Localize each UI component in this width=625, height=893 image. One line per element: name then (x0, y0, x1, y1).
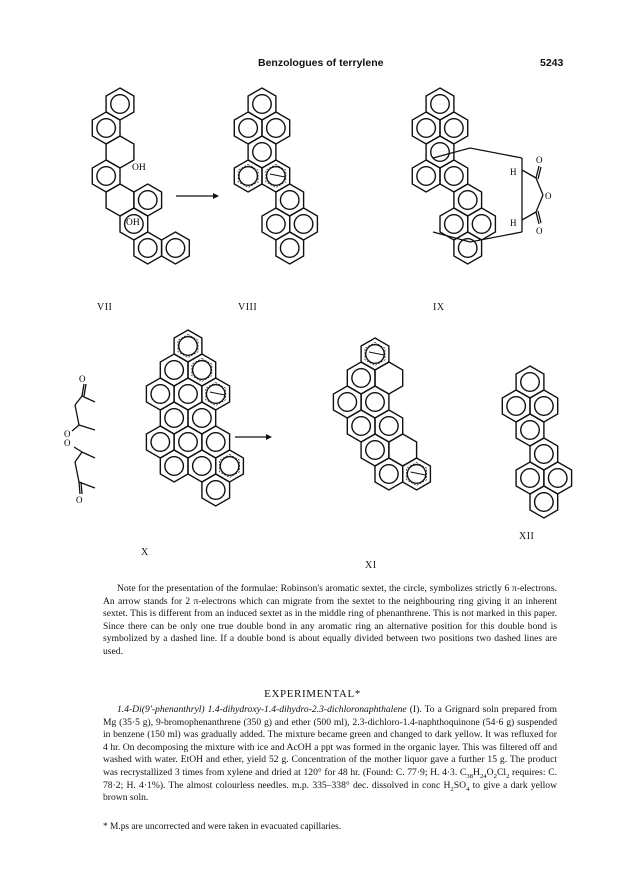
aromatic-sextet-circle (253, 95, 272, 114)
aromatic-sextet-circle (472, 215, 491, 234)
aromatic-sextet-circle (151, 385, 170, 404)
page-number: 5243 (540, 57, 564, 69)
aromatic-sextet-circle (280, 239, 299, 258)
aromatic-sextet-circle (267, 215, 286, 234)
procedure-text-4: to give a dark yellow brown soln. (103, 779, 557, 804)
aromatic-sextet-circle (220, 457, 239, 476)
aromatic-sextet-circle (165, 409, 184, 428)
label-viii: VIII (238, 302, 258, 313)
o-x4-label: O (76, 495, 83, 505)
aromatic-sextet-circle (179, 337, 198, 356)
aromatic-sextet-circle (417, 119, 436, 138)
formula-h-label: H (473, 766, 480, 778)
o-x3-label: O (64, 438, 71, 448)
footnote: * M.ps are uncorrected and were taken in evacuated capillaries. (103, 822, 342, 832)
aromatic-sextet-circle (138, 239, 157, 258)
dashed-bond-ring (407, 462, 427, 485)
label-x: X (141, 547, 149, 558)
aromatic-sextet-circle (179, 433, 198, 452)
aromatic-sextet-circle (445, 167, 464, 186)
formula-h-sub: 24 (479, 772, 487, 780)
formula-c-sub: 38 (466, 772, 473, 780)
aromatic-sextet-circle (111, 95, 130, 114)
anhydride-groups-x (72, 384, 95, 494)
label-xii: XII (519, 531, 535, 542)
aromatic-sextet-circle (535, 445, 554, 464)
dashed-bond-ring (178, 334, 198, 357)
so4-sub: 4 (466, 785, 470, 793)
o-x1-label: O (79, 374, 86, 384)
label-ix: IX (433, 302, 445, 313)
aromatic-sextet-circle (380, 465, 399, 484)
dashed-bond-ring (220, 454, 240, 477)
aromatic-sextet-circle (380, 417, 399, 436)
aromatic-sextet-circle (206, 481, 225, 500)
aromatic-sextet-circle (548, 469, 567, 488)
running-title: Benzologues of terrylene (258, 57, 384, 69)
dashed-bond-ring (238, 164, 258, 187)
aromatic-sextet-circle (521, 421, 540, 440)
o-x2-label: O (64, 429, 71, 439)
reaction-arrow-1 (176, 193, 219, 199)
experimental-paragraph (103, 704, 557, 805)
electron-arrow (369, 352, 384, 355)
o-ring-label: O (545, 191, 552, 201)
electron-arrow (270, 174, 285, 177)
aromatic-sextet-circle (352, 417, 371, 436)
structure-xii (502, 366, 571, 518)
formula-cl-label: Cl (496, 766, 507, 778)
aromatic-sextet-circle (165, 361, 184, 380)
aromatic-sextet-circle (535, 493, 554, 512)
oh-lower-label: OH (126, 218, 140, 228)
label-xi: XI (365, 560, 377, 571)
structure-viii (234, 88, 317, 264)
dashed-bond-ring (206, 382, 226, 405)
aromatic-sextet-circle (239, 119, 258, 138)
o-bottom-label: O (536, 226, 543, 236)
aromatic-sextet-circle (165, 457, 184, 476)
formula-note-text: Note for the presentation of the formulae: Robinson's aromatic sextet, the circle, symbolizes strictly 6 π-electrons. An arrow stands for 2 π-electrons which can migrate from the sextet to the neighbouring ring giving it an inherent sextet. This is different from an induced sextet as in the middle ring of phenanthrene. This is not marked in this paper. Since there can be only one true double bond in any aromatic ring an alternative position for this double bond is symbolized by a dashed line. If a double bond is about equally divided between two positions two dashed lines are used. (103, 583, 557, 657)
oh-upper-label: OH (132, 163, 146, 173)
aromatic-sextet-circle (193, 457, 212, 476)
aromatic-sextet-circle (458, 191, 477, 210)
aromatic-sextet-circle (507, 397, 526, 416)
label-vii: VII (97, 302, 113, 313)
aromatic-sextet-circle (206, 433, 225, 452)
h2so4-sub: 2 (450, 785, 454, 793)
aromatic-sextet-circle (521, 373, 540, 392)
structure-vii (92, 88, 189, 264)
aromatic-sextet-circle (267, 119, 286, 138)
dashed-bond-ring (266, 164, 286, 187)
aromatic-sextet-circle (280, 191, 299, 210)
o-top-label: O (536, 155, 543, 165)
aromatic-sextet-circle (431, 95, 450, 114)
aromatic-sextet-circle (138, 191, 157, 210)
aromatic-sextet-circle (366, 393, 385, 412)
h-upper-label: H (510, 167, 517, 177)
aromatic-sextet-circle (166, 239, 185, 258)
aromatic-sextet-circle (253, 143, 272, 162)
experimental-body (103, 704, 557, 805)
aromatic-sextet-circle (445, 215, 464, 234)
procedure-text-1: To a Grignard soln prepared from Mg (35·5 g), 9-bromophenanthrene (350 g) and ether (500 ml), 2.3-dichloro-1.4-naphthoquinone (54·6 g) suspended in benzene (150 ml) was gradually added. The mixture became green and changed to dark yellow. It was refluxed for 4 hr. On decomposing the mixture with ice and AcOH a ppt was formed in the organic layer. This was filtered off and washed with water. EtOH and ether, yield 52 g. Concentration of the mother liquor gave a further 15 g. The product was recrystallized 3 times from xylene and dried at 120° for 48 hr. (Found: C. 77·9; H. 4·3. C (103, 704, 557, 778)
aromatic-sextet-circle (417, 167, 436, 186)
compound-ref: (I). (409, 704, 422, 715)
aromatic-sextet-circle (239, 167, 258, 186)
electron-arrow (411, 472, 426, 475)
aromatic-sextet-circle (193, 409, 212, 428)
formula-cl-sub: 2 (506, 772, 510, 780)
structure-xi (333, 338, 430, 490)
benzene-ring (375, 362, 403, 394)
aromatic-sextet-circle (151, 433, 170, 452)
formula-o-label: O (486, 766, 494, 778)
formula-note (103, 583, 557, 659)
aromatic-sextet-circle (338, 393, 357, 412)
h-lower-label: H (510, 218, 517, 228)
electron-arrow (210, 392, 225, 395)
aromatic-sextet-circle (294, 215, 313, 234)
aromatic-sextet-circle (97, 119, 116, 138)
formula-o-sub: 2 (493, 772, 497, 780)
reaction-arrow-2 (235, 434, 272, 440)
aromatic-sextet-circle (193, 361, 212, 380)
aromatic-sextet-circle (97, 167, 116, 186)
procedure-text-3: SO (453, 779, 467, 791)
aromatic-sextet-circle (445, 119, 464, 138)
aromatic-sextet-circle (366, 441, 385, 460)
dashed-bond-ring (365, 342, 385, 365)
aromatic-sextet-circle (521, 469, 540, 488)
dashed-bond-ring (192, 358, 212, 381)
aromatic-sextet-circle (179, 385, 198, 404)
aromatic-sextet-circle (535, 397, 554, 416)
procedure-text-2: requires: C. 78·2; H. 4·1%). The almost colourless needles. m.p. 335–338° dec. dissolved in conc H (103, 766, 557, 791)
aromatic-sextet-circle (352, 369, 371, 388)
section-heading-experimental: EXPERIMENTAL* (264, 688, 361, 700)
compound-name: 1.4-Di(9'-phenanthryl) 1.4-dihydroxy-1.4-dihydro-2.3-dichloronaphthalene (117, 704, 407, 715)
structure-x (146, 330, 243, 506)
